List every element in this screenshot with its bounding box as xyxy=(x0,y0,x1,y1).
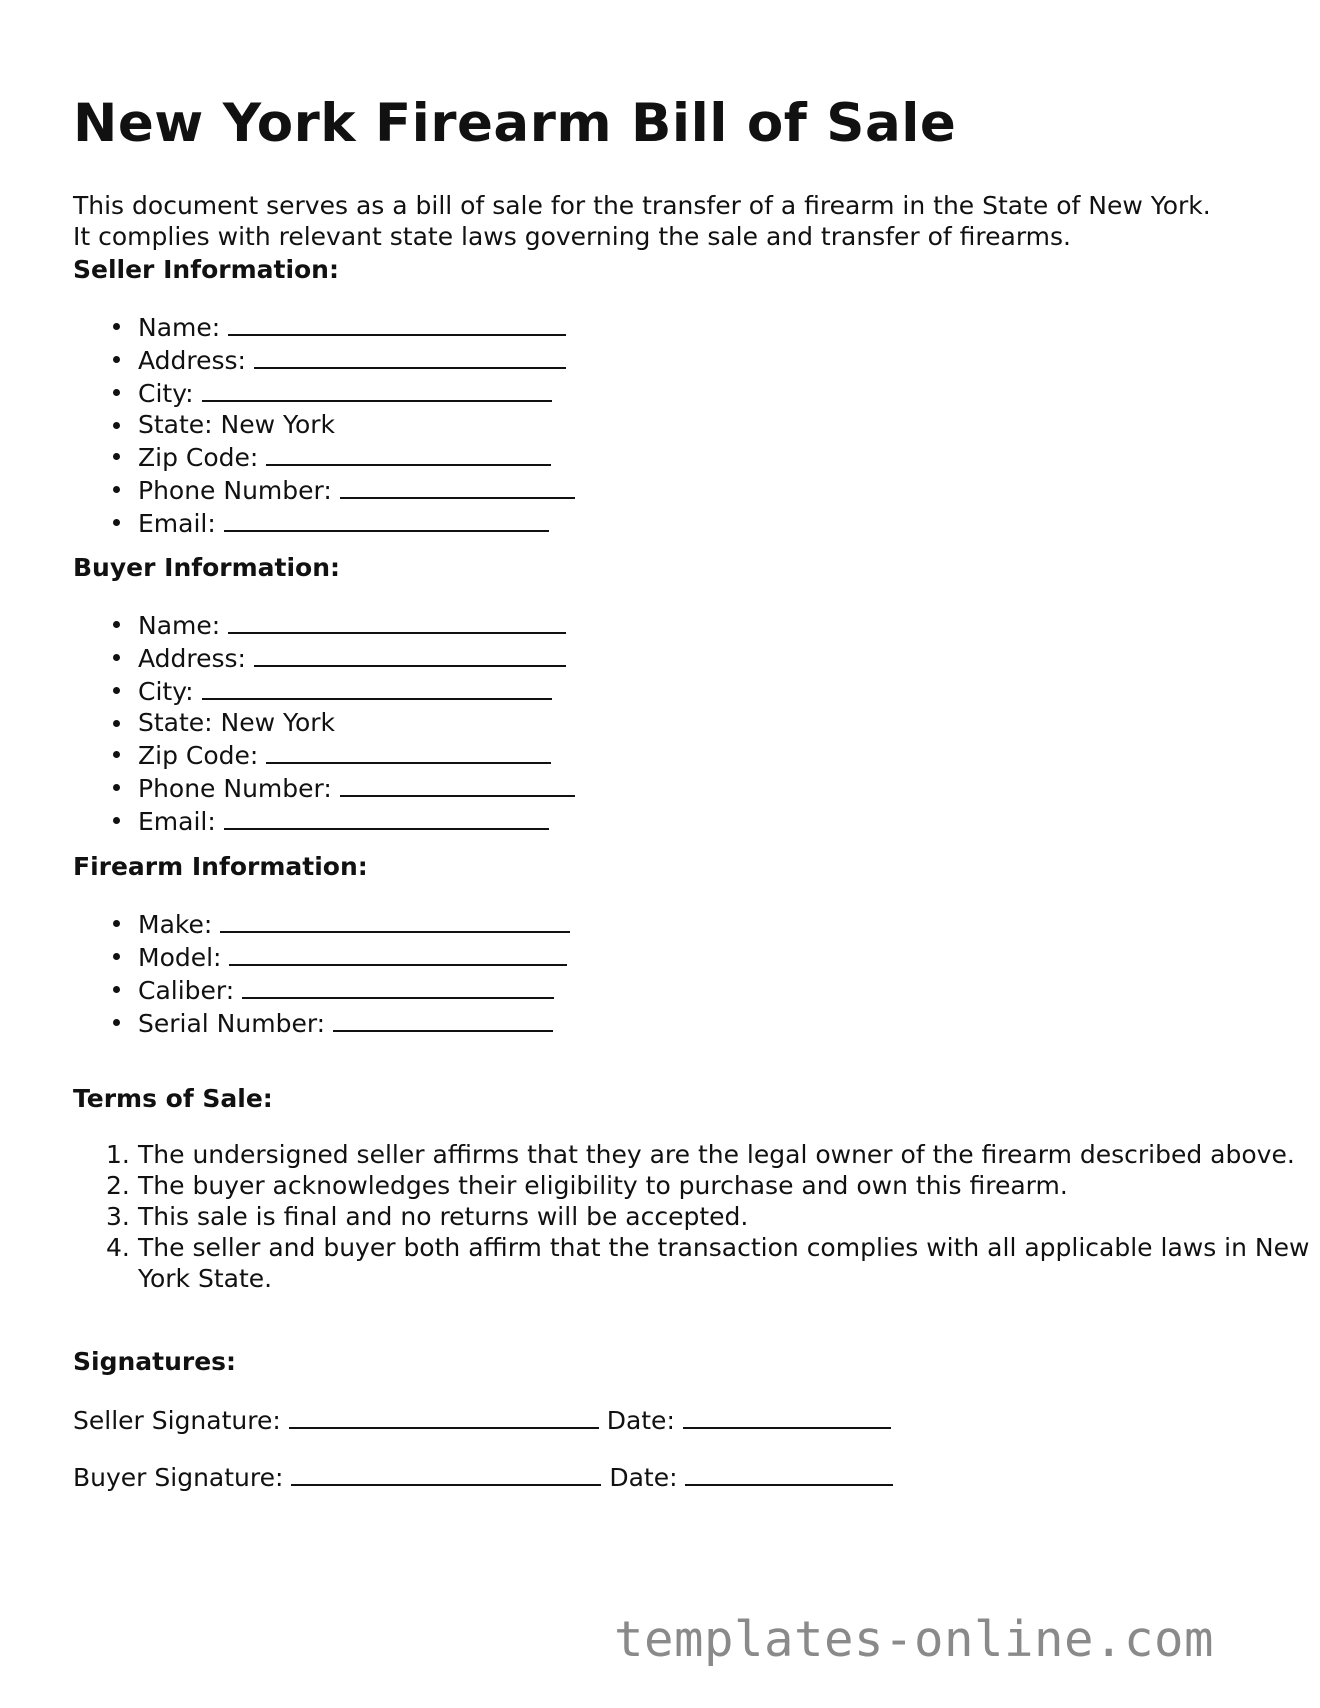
buyer-phone-blank[interactable] xyxy=(340,771,575,797)
seller-signature-line xyxy=(73,1403,891,1436)
term-number: 3. xyxy=(106,1202,130,1231)
terms-section xyxy=(73,1083,1310,1294)
seller-address-blank[interactable] xyxy=(254,343,566,369)
term-number: 4. xyxy=(106,1233,130,1262)
field-label: Email: xyxy=(138,509,216,538)
field-label: Name: xyxy=(138,313,221,342)
field-label: City: xyxy=(138,379,194,408)
term-number: 2. xyxy=(106,1171,130,1200)
buyer-email-blank[interactable] xyxy=(224,804,549,830)
buyer-name-field xyxy=(73,608,1263,641)
seller-phone-blank[interactable] xyxy=(340,473,575,499)
field-label: Zip Code: xyxy=(138,741,259,770)
terms-list xyxy=(73,1139,1310,1294)
field-label: Caliber: xyxy=(138,976,235,1005)
firearm-caliber-blank[interactable] xyxy=(242,973,554,999)
field-label: Phone Number: xyxy=(138,774,332,803)
buyer-section xyxy=(73,552,1263,837)
field-label: Model: xyxy=(138,943,222,972)
term-text: This sale is final and no returns will be accepted. xyxy=(138,1202,749,1231)
field-label: Make: xyxy=(138,910,213,939)
firearm-make-blank[interactable] xyxy=(220,907,570,933)
buyer-date-label: Date: xyxy=(609,1463,678,1492)
seller-email-field xyxy=(73,506,1263,539)
field-label: Address: xyxy=(138,346,246,375)
seller-zip-field xyxy=(73,440,1263,473)
seller-signature-blank[interactable] xyxy=(289,1403,599,1429)
field-label: State: New York xyxy=(138,708,336,737)
seller-zip-blank[interactable] xyxy=(266,440,551,466)
term-item xyxy=(73,1170,1318,1201)
document-title: New York Firearm Bill of Sale xyxy=(73,93,957,154)
term-text: The undersigned seller affirms that they are the legal owner of the firearm described above. xyxy=(138,1140,1295,1169)
buyer-address-field xyxy=(73,641,1263,674)
seller-section xyxy=(73,254,1263,539)
buyer-signature-blank[interactable] xyxy=(291,1460,601,1486)
buyer-city-field xyxy=(73,674,1263,707)
seller-email-blank[interactable] xyxy=(224,506,549,532)
seller-phone-field xyxy=(73,473,1263,506)
buyer-city-blank[interactable] xyxy=(202,674,552,700)
terms-heading: Terms of Sale: xyxy=(73,1084,273,1113)
seller-date-label: Date: xyxy=(606,1406,675,1435)
firearm-model-blank[interactable] xyxy=(229,940,567,966)
buyer-address-blank[interactable] xyxy=(254,641,566,667)
firearm-field-list xyxy=(73,907,1263,1039)
firearm-serial-field xyxy=(73,1006,1263,1039)
seller-address-field xyxy=(73,343,1263,376)
firearm-model-field xyxy=(73,940,1263,973)
field-label: City: xyxy=(138,677,194,706)
buyer-signature-label: Buyer Signature: xyxy=(73,1463,284,1492)
seller-city-field xyxy=(73,376,1263,409)
signatures-heading: Signatures: xyxy=(73,1347,237,1376)
seller-city-blank[interactable] xyxy=(202,376,552,402)
seller-name-field xyxy=(73,310,1263,343)
term-text: The buyer acknowledges their eligibility to purchase and own this firearm. xyxy=(138,1171,1068,1200)
buyer-name-blank[interactable] xyxy=(228,608,566,634)
field-label: Email: xyxy=(138,807,216,836)
field-label: State: New York xyxy=(138,410,336,439)
field-label: Serial Number: xyxy=(138,1009,326,1038)
term-number: 1. xyxy=(106,1140,130,1169)
buyer-zip-blank[interactable] xyxy=(266,738,551,764)
intro-paragraph: This document serves as a bill of sale for the transfer of a firearm in the State of New York. It complies with relevant state laws governing the sale and transfer of firearms. xyxy=(73,191,1211,251)
watermark: templates-online.com xyxy=(614,1611,1215,1668)
field-label: Address: xyxy=(138,644,246,673)
field-label: Name: xyxy=(138,611,221,640)
seller-name-blank[interactable] xyxy=(228,310,566,336)
field-label: Phone Number: xyxy=(138,476,332,505)
term-item xyxy=(73,1139,1318,1170)
term-text: The seller and buyer both affirm that the transaction complies with all applicable laws in New York State. xyxy=(138,1233,1310,1293)
firearm-caliber-field xyxy=(73,973,1263,1006)
buyer-signature-line xyxy=(73,1460,893,1493)
buyer-zip-field xyxy=(73,738,1263,771)
seller-field-list xyxy=(73,310,1263,539)
seller-date-blank[interactable] xyxy=(683,1403,891,1429)
buyer-phone-field xyxy=(73,771,1263,804)
buyer-date-blank[interactable] xyxy=(685,1460,893,1486)
buyer-state-field xyxy=(73,707,1263,738)
firearm-section xyxy=(73,851,1263,1039)
seller-heading: Seller Information: xyxy=(73,255,339,284)
buyer-email-field xyxy=(73,804,1263,837)
firearm-make-field xyxy=(73,907,1263,940)
seller-state-field xyxy=(73,409,1263,440)
firearm-serial-blank[interactable] xyxy=(333,1006,553,1032)
field-label: Zip Code: xyxy=(138,443,259,472)
term-item xyxy=(73,1232,1318,1294)
term-item xyxy=(73,1201,1318,1232)
buyer-field-list xyxy=(73,608,1263,837)
seller-signature-label: Seller Signature: xyxy=(73,1406,281,1435)
firearm-heading: Firearm Information: xyxy=(73,852,368,881)
buyer-heading: Buyer Information: xyxy=(73,553,341,582)
